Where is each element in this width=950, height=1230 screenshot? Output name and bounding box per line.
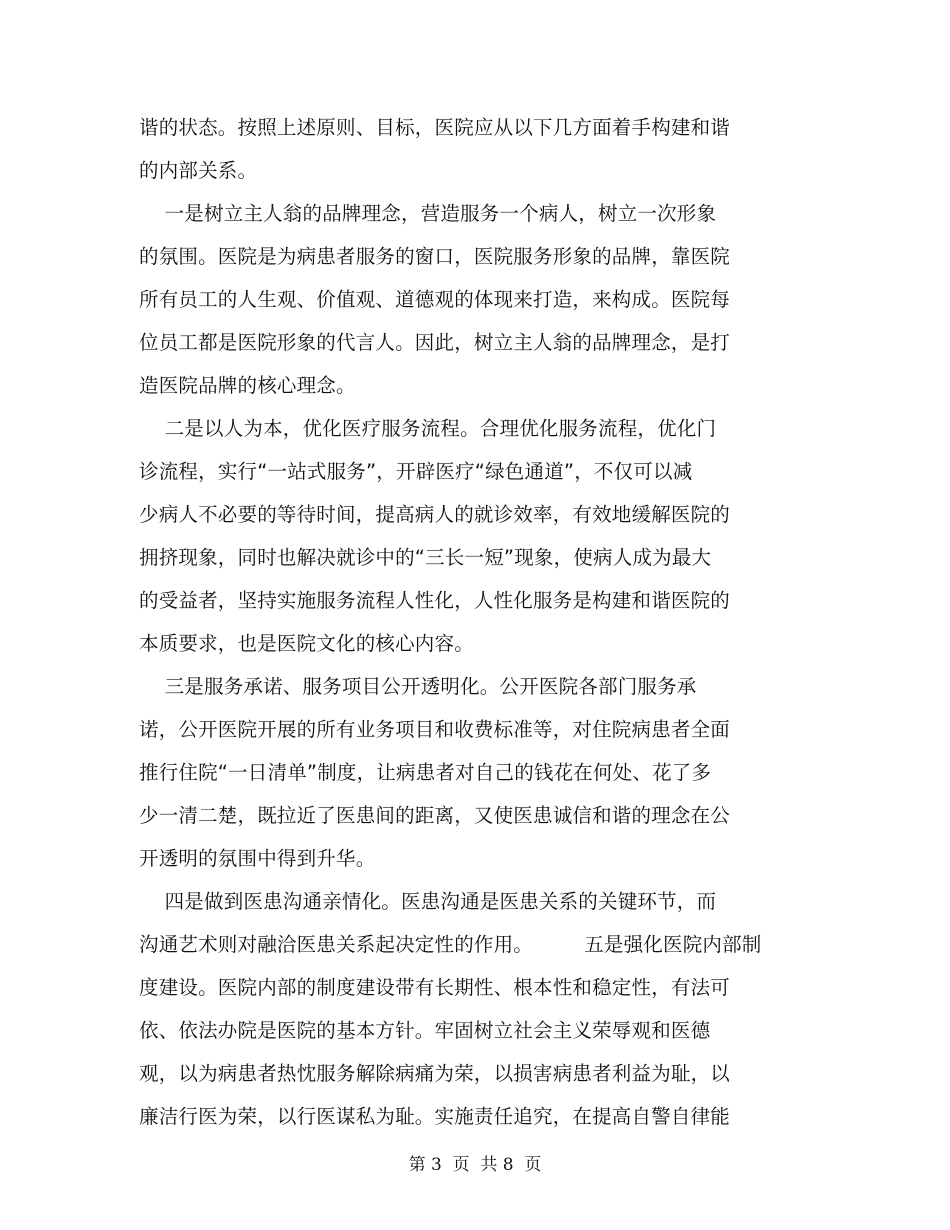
body-text-line: 诺，公开医院开展的所有业务项目和收费标准等，对住院病患者全面 xyxy=(139,718,731,741)
body-text-line: 少一清二楚，既拉近了医患间的距离，又使医患诚信和谐的理念在公 xyxy=(139,804,731,827)
body-text-line: 的内部关系。 xyxy=(139,159,258,182)
body-text-line: 推行住院“一日清单”制度，让病患者对自己的钱花在何处、花了多 xyxy=(139,761,712,784)
body-text-line: 三是服务承诺、服务项目公开透明化。公开医院各部门服务承 xyxy=(139,675,697,698)
body-text-line: 度建设。医院内部的制度建设带有长期性、根本性和稳定性，有法可 xyxy=(139,976,731,999)
body-text-line: 廉洁行医为荣，以行医谋私为耻。实施责任追究，在提高自警自律能 xyxy=(139,1105,731,1128)
body-text-line: 开透明的氛围中得到升华。 xyxy=(139,847,376,870)
body-text-line: 二是以人为本，优化医疗服务流程。合理优化服务流程，优化门 xyxy=(139,417,717,440)
body-text-line: 位员工都是医院形象的代言人。因此，树立主人翁的品牌理念，是打 xyxy=(139,331,731,354)
body-text-line: 所有员工的人生观、价值观、道德观的体现来打造，来构成。医院每 xyxy=(139,288,731,311)
body-text-line: 依、依法办院是医院的基本方针。牢固树立社会主义荣辱观和医德 xyxy=(139,1019,711,1042)
body-text-line: 拥挤现象，同时也解决就诊中的“三长一短”现象，使病人成为最大 xyxy=(139,546,712,569)
body-text-line: 观，以为病患者热忱服务解除病痛为荣，以损害病患者利益为耻，以 xyxy=(139,1062,731,1085)
body-text-line: 少病人不必要的等待时间，提高病人的就诊效率，有效地缓解医院的 xyxy=(139,503,731,526)
body-text-line: 四是做到医患沟通亲情化。医患沟通是医患关系的关键环节，而 xyxy=(139,890,717,913)
body-text-line: 一是树立主人翁的品牌理念，营造服务一个病人，树立一次形象 xyxy=(139,202,717,225)
body-text-line: 谐的状态。按照上述原则、目标，医院应从以下几方面着手构建和谐 xyxy=(139,116,731,139)
body-text-line: 本质要求，也是医院文化的核心内容。 xyxy=(139,632,474,655)
body-text-line: 沟通艺术则对融洽医患关系起决定性的作用。 五是强化医院内部制 xyxy=(139,933,762,956)
body-text-line: 造医院品牌的核心理念。 xyxy=(139,374,356,397)
body-text-line: 的氛围。医院是为病患者服务的窗口，医院服务形象的品牌，靠医院 xyxy=(139,245,731,268)
page-footer: 第 3 页 共 8 页 xyxy=(408,1155,542,1175)
body-text-line: 诊流程，实行“一站式服务”，开辟医疗“绿色通道”，不仅可以减 xyxy=(139,460,693,483)
body-text-line: 的受益者，坚持实施服务流程人性化，人性化服务是构建和谐医院的 xyxy=(139,589,731,612)
